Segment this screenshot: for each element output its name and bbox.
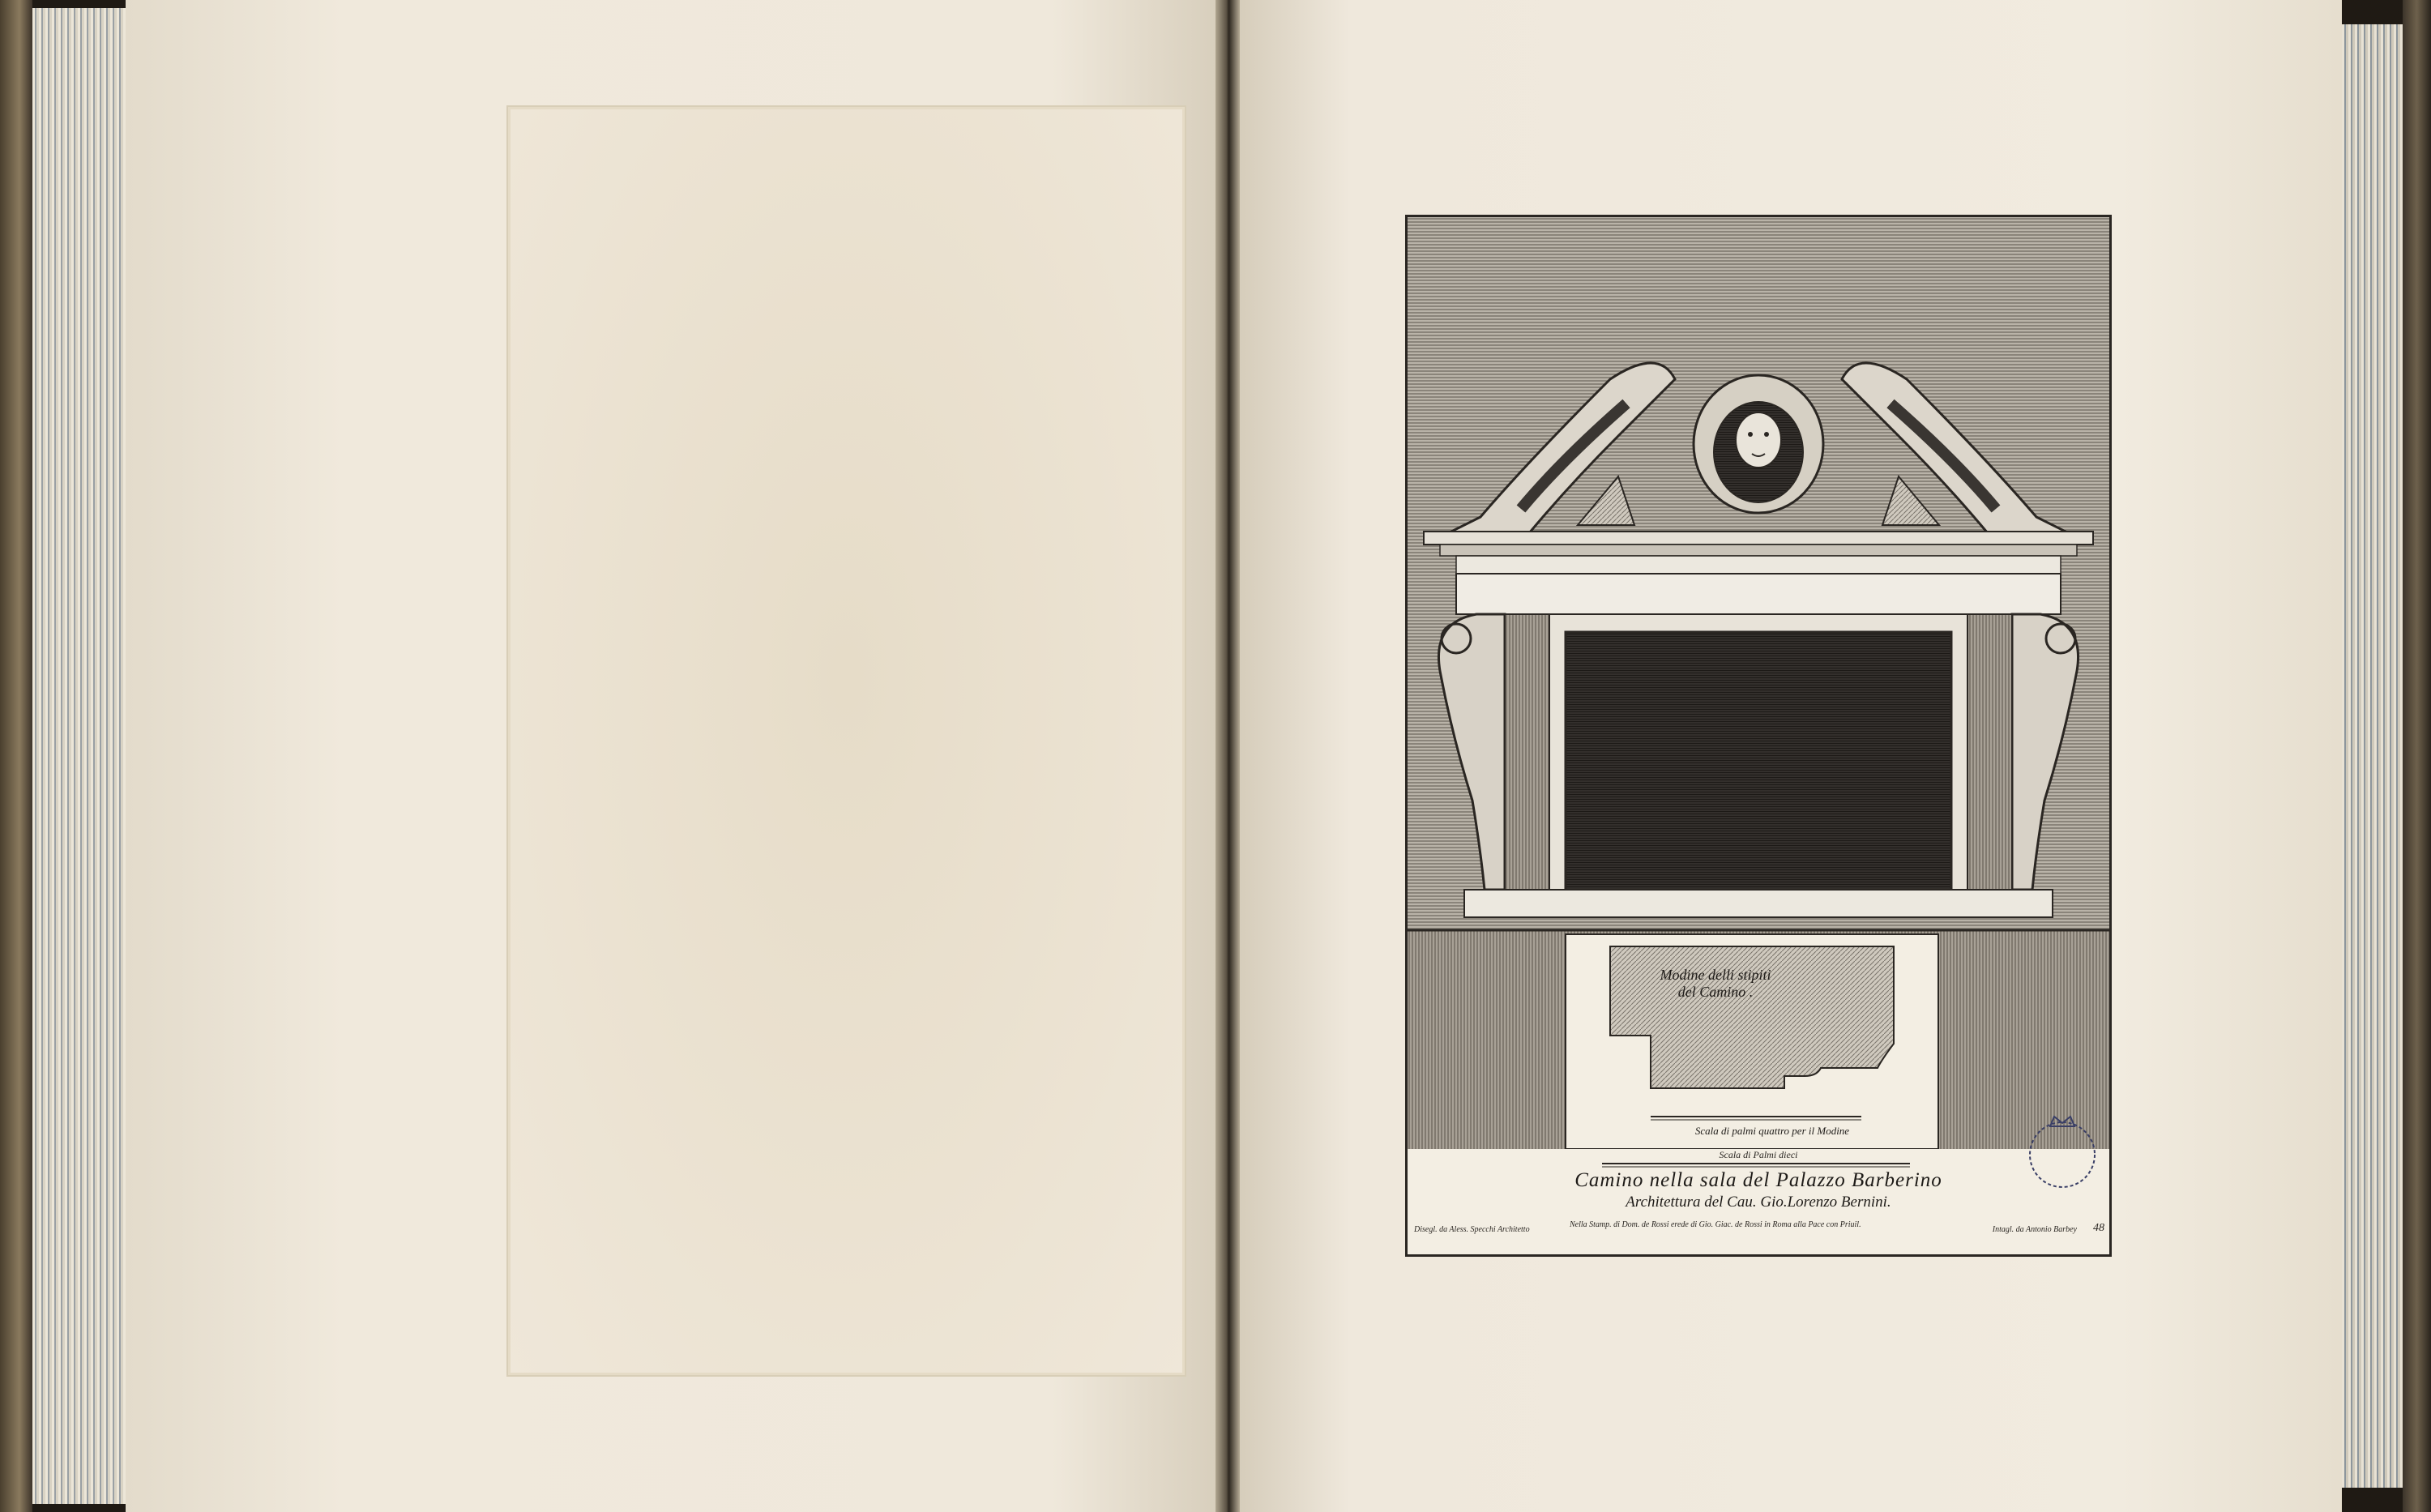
plate-subtitle: Architettura del Cau. Gio.Lorenzo Bernini. <box>1626 1194 1891 1211</box>
plate-number: 48 <box>2093 1222 2104 1234</box>
credit-draughtsman: Disegl. da Aless. Specchi Architetto <box>1414 1225 1530 1234</box>
page-edges-left <box>32 8 126 1504</box>
book-cover-left <box>0 0 32 1512</box>
profile-label <box>1614 967 1817 1001</box>
credit-row <box>1408 1220 2109 1238</box>
page-edges-right <box>2342 24 2403 1488</box>
firebox-opening <box>1566 632 1951 890</box>
left-page <box>126 0 1216 1512</box>
cornice <box>1424 532 2093 545</box>
mask-face <box>1736 412 1781 468</box>
fireplace-engraving <box>1408 217 2109 1254</box>
crown-icon <box>2050 1117 2074 1126</box>
small-scale-label: Scala di palmi quattro per il Modine <box>1694 1125 1850 1137</box>
right-pilaster <box>1967 614 2012 890</box>
profile-label-line1: Modine delli stipiti <box>1660 967 1771 983</box>
frieze <box>1456 574 2061 614</box>
credit-engraver: Intagl. da Antonio Barbey <box>1992 1225 2077 1234</box>
caption <box>1408 1169 2109 1211</box>
engraving-plate <box>1405 215 2112 1257</box>
book-gutter <box>1216 0 1240 1512</box>
hearth <box>1464 890 2053 917</box>
book-cover-right <box>2403 0 2431 1512</box>
plate-title: Camino nella sala del Palazzo Barberino <box>1574 1169 1942 1191</box>
blank-plate-impression <box>506 105 1186 1377</box>
credit-publisher: Nella Stamp. di Dom. de Rossi erede di Gio. Giac. de Rossi in Roma alla Pace con Priuil. <box>1570 1220 1861 1229</box>
left-pilaster <box>1505 614 1549 890</box>
library-stamp <box>2026 1110 2099 1191</box>
profile-label-line2: del Camino . <box>1677 984 1754 1000</box>
big-scale-label: Scala di Palmi dieci <box>1719 1149 1798 1160</box>
